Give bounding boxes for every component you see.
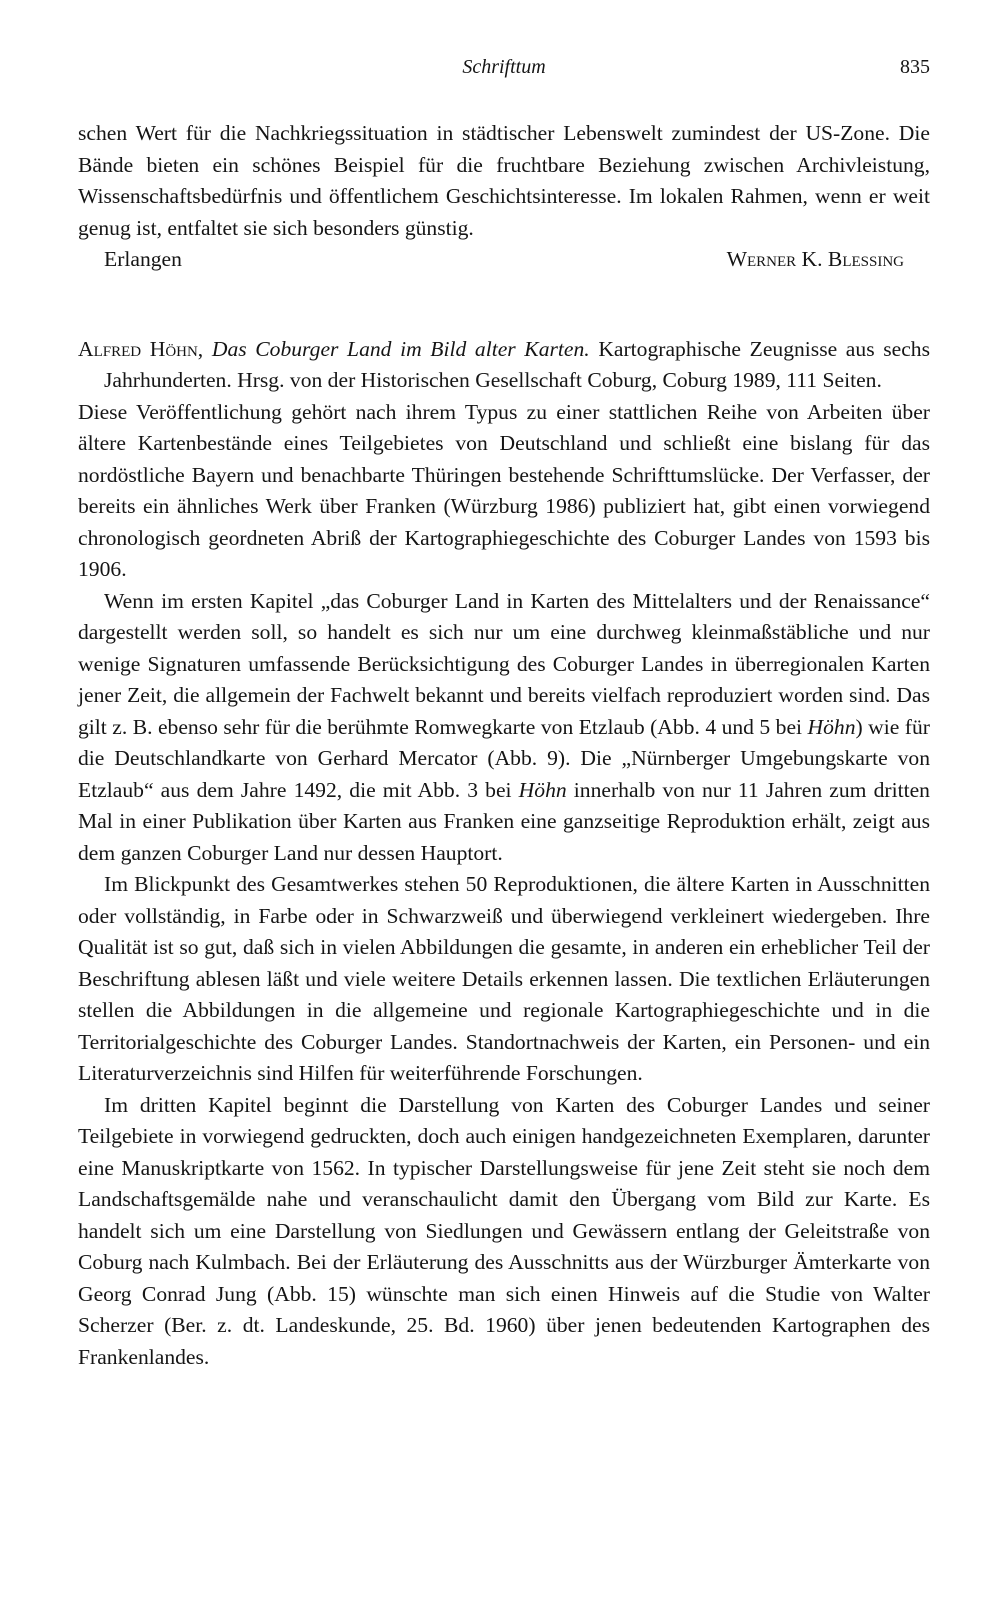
page-header [78, 56, 930, 86]
paragraph-2-part-a: Wenn im ersten Kapitel „das Coburger Land in Karten des Mittelalters und der Renaissance“ dargestellt werden soll, so handelt es sich nur um eine durchweg kleinmaßstäbliche und nur wenige Signaturen umfassende Berücksichtigung des Coburger Landes in überregionalen Karten jener Zeit, die allgemein der Fachwelt bekannt und bereits vielfach reproduziert worden sind. Das gilt z. B. ebenso sehr für die berühmte Romwegkarte von Etzlaub (Abb. 4 und 5 bei [78, 588, 930, 739]
signature-reviewer: Werner K. Blessing [726, 247, 904, 271]
page-body [78, 118, 930, 1373]
review-paragraph-3: Im Blickpunkt des Gesamtwerkes stehen 50 Reproduktionen, die ältere Karten in Ausschnitten oder vollständig, in Farbe oder in Schwarzweiß und überwiegend verkleinert wiedergeben. Ihre Qualität ist so gut, daß sich in vielen Abbildungen die gesamte, in anderen ein erheblicher Teil der Beschriftung ablesen läßt und viele weitere Details erkennen lassen. Die textlichen Erläuterungen stellen die Abbildungen in die allgemeine und regionale Kartographiegeschichte und in die Territorialgeschichte des Coburger Landes. Standortnachweis der Karten, ein Personen- und ein Literaturverzeichnis sind Hilfen für weiterführende Forschungen. [78, 872, 930, 1085]
paragraph-2-part-c: innerhalb von nur 11 Jahren zum dritten Mal in einer Publikation über Karten aus Franken eine ganzseitige Reproduktion erhält, zeigt aus dem ganzen Coburger Land nur dessen Hauptort. [78, 777, 930, 865]
running-title: Schrifttum [462, 56, 546, 78]
review-paragraph-4: Im dritten Kapitel beginnt die Darstellung von Karten des Coburger Landes und seiner Teilgebiete in vorwiegend gedruckten, doch auch einigen handgezeichneten Exemplaren, darunter eine Manuskriptkarte von 1562. In typischer Darstellungsweise für jene Zeit steht sie noch dem Landschaftsgemälde nahe und veranschaulicht damit den Übergang vom Bild zur Karte. Es handelt sich um eine Darstellung von Siedlungen und Gewässern entlang der Geleitstraße von Coburg nach Kulmbach. Bei der Erläuterung des Ausschnitts aus der Würzburger Ämterkarte von Georg Conrad Jung (Abb. 15) wünschte man sich einen Hinweis auf die Studie von Walter Scherzer (Ber. z. dt. Landeskunde, 25. Bd. 1960) über jenen bedeutenden Kartographen des Frankenlandes. [78, 1092, 930, 1369]
previous-review-signature [78, 244, 930, 276]
paragraph-2-part-b: ) wie für die Deutschlandkarte von Gerhard Mercator (Abb. 9). Die „Nürnberger Umgebungskarte von Etzlaub“ aus dem Jahre 1492, die mit Abb. 3 bei [78, 714, 930, 802]
review-bibliographic-details: Kartographische Zeugnisse aus sechs Jahrhunderten. Hrsg. von der Historischen Gesellschaft Coburg, Coburg 1989, 111 Seiten. [104, 336, 930, 392]
review-author: Alfred Höhn, [78, 336, 204, 361]
author-name-italic: Höhn [807, 714, 856, 739]
author-name-italic: Höhn [518, 777, 567, 802]
review-heading [78, 334, 930, 397]
review-paragraph-2 [78, 586, 930, 870]
review-book-title: Das Coburger Land im Bild alter Karten. [211, 336, 590, 361]
previous-review-closing-paragraph: schen Wert für die Nachkriegssituation in städtischer Lebenswelt zumindest der US-Zone. Die Bände bieten ein schönes Beispiel für die fruchtbare Beziehung zwischen Archivleistung, Wissenschaftsbedürfnis und öffentlichem Geschichtsinteresse. Im lokalen Rahmen, wenn er weit genug ist, entfaltet sie sich besonders günstig. [78, 121, 930, 240]
review-paragraph-1: Diese Veröffentlichung gehört nach ihrem Typus zu einer stattlichen Reihe von Arbeiten über ältere Kartenbestände eines Teilgebietes von Deutschland und schließt eine bislang für das nordöstliche Bayern und benachbarte Thüringen bestehende Schrifttumslücke. Der Verfasser, der bereits ein ähnliches Werk über Franken (Würzburg 1986) publiziert hat, gibt einen vorwiegend chronologisch geordneten Abriß der Kartographiegeschichte des Coburger Landes von 1593 bis 1906. [78, 399, 930, 581]
signature-place: Erlangen [104, 247, 182, 271]
page-number: 835 [900, 56, 930, 78]
